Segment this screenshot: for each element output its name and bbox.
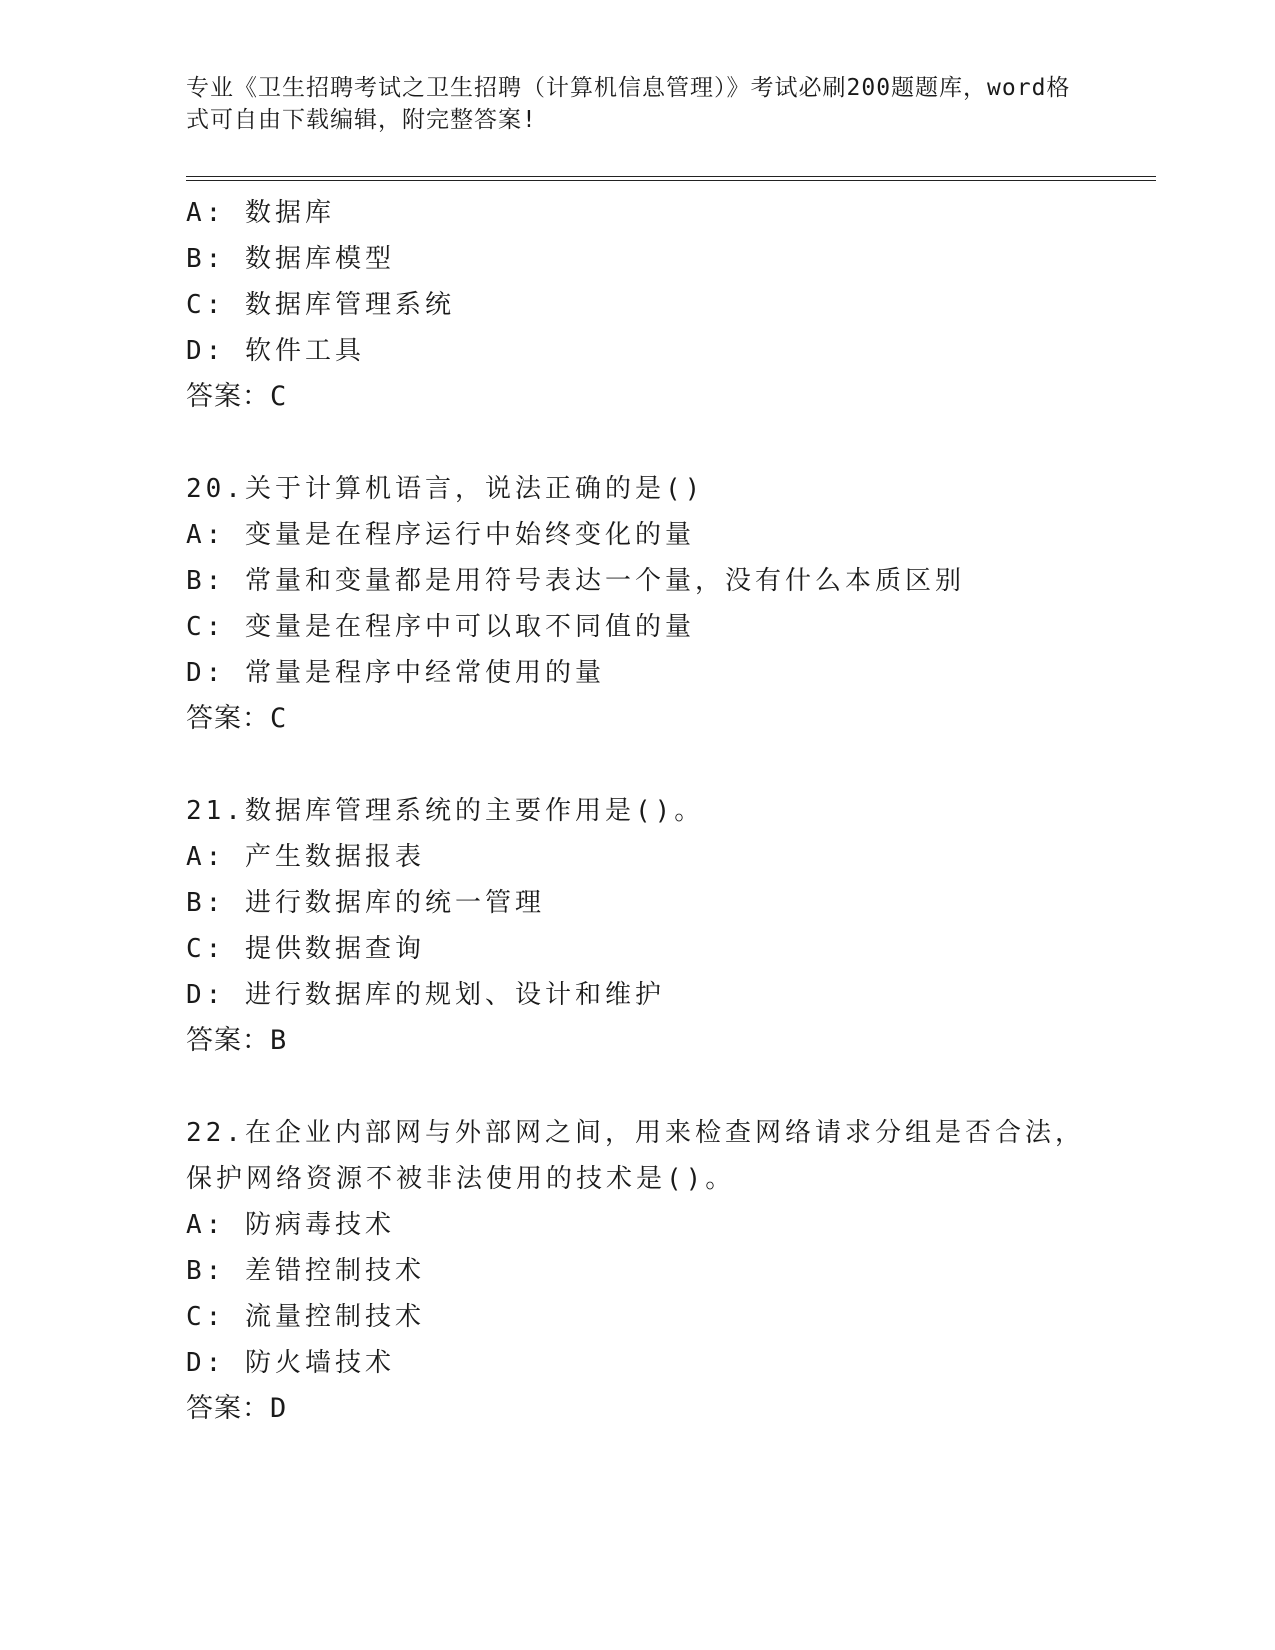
answer-line bbox=[186, 1018, 1146, 1064]
answer-value: D bbox=[270, 1393, 288, 1424]
option-c: C: 流量控制技术 bbox=[186, 1302, 425, 1332]
answer-line bbox=[186, 696, 1146, 742]
option-b: B: 数据库模型 bbox=[186, 244, 395, 274]
option-d: D: 进行数据库的规划、设计和维护 bbox=[186, 980, 665, 1010]
answer-label: 答案： bbox=[186, 703, 270, 734]
option-a: A: 变量是在程序运行中始终变化的量 bbox=[186, 520, 695, 550]
question-stem: 21.数据库管理系统的主要作用是()。 bbox=[186, 796, 705, 826]
option-b: B: 常量和变量都是用符号表达一个量，没有什么本质区别 bbox=[186, 566, 965, 596]
answer-value: C bbox=[270, 381, 288, 412]
question-block bbox=[186, 190, 1146, 420]
option-c: C: 数据库管理系统 bbox=[186, 290, 455, 320]
option-b: B: 差错控制技术 bbox=[186, 1256, 425, 1286]
question-block bbox=[186, 466, 1146, 742]
option-c: C: 变量是在程序中可以取不同值的量 bbox=[186, 612, 695, 642]
question-block bbox=[186, 788, 1146, 1064]
document-header: 专业《卫生招聘考试之卫生招聘（计算机信息管理）》考试必刷200题题库，word格式可自由下载编辑，附完整答案! bbox=[186, 75, 1071, 133]
option-a: A: 数据库 bbox=[186, 198, 335, 228]
header-divider-top bbox=[186, 176, 1156, 177]
question-stem: 22.在企业内部网与外部网之间，用来检查网络请求分组是否合法，保护网络资源不被非法使用的技术是()。 bbox=[186, 1118, 1085, 1194]
answer-value: B bbox=[270, 1025, 288, 1056]
question-block bbox=[186, 1110, 1146, 1432]
option-b: B: 进行数据库的统一管理 bbox=[186, 888, 545, 918]
answer-line bbox=[186, 1386, 1146, 1432]
option-a: A: 产生数据报表 bbox=[186, 842, 425, 872]
answer-line bbox=[186, 374, 1146, 420]
option-a: A: 防病毒技术 bbox=[186, 1210, 395, 1240]
option-d: D: 常量是程序中经常使用的量 bbox=[186, 658, 605, 688]
answer-label: 答案： bbox=[186, 1025, 270, 1056]
question-stem: 20.关于计算机语言，说法正确的是() bbox=[186, 474, 705, 504]
answer-label: 答案： bbox=[186, 1393, 270, 1424]
question-list bbox=[186, 190, 1146, 1432]
option-c: C: 提供数据查询 bbox=[186, 934, 425, 964]
option-d: D: 软件工具 bbox=[186, 336, 365, 366]
answer-value: C bbox=[270, 703, 288, 734]
option-d: D: 防火墙技术 bbox=[186, 1348, 395, 1378]
answer-label: 答案： bbox=[186, 381, 270, 412]
header-divider-bottom bbox=[186, 180, 1156, 181]
